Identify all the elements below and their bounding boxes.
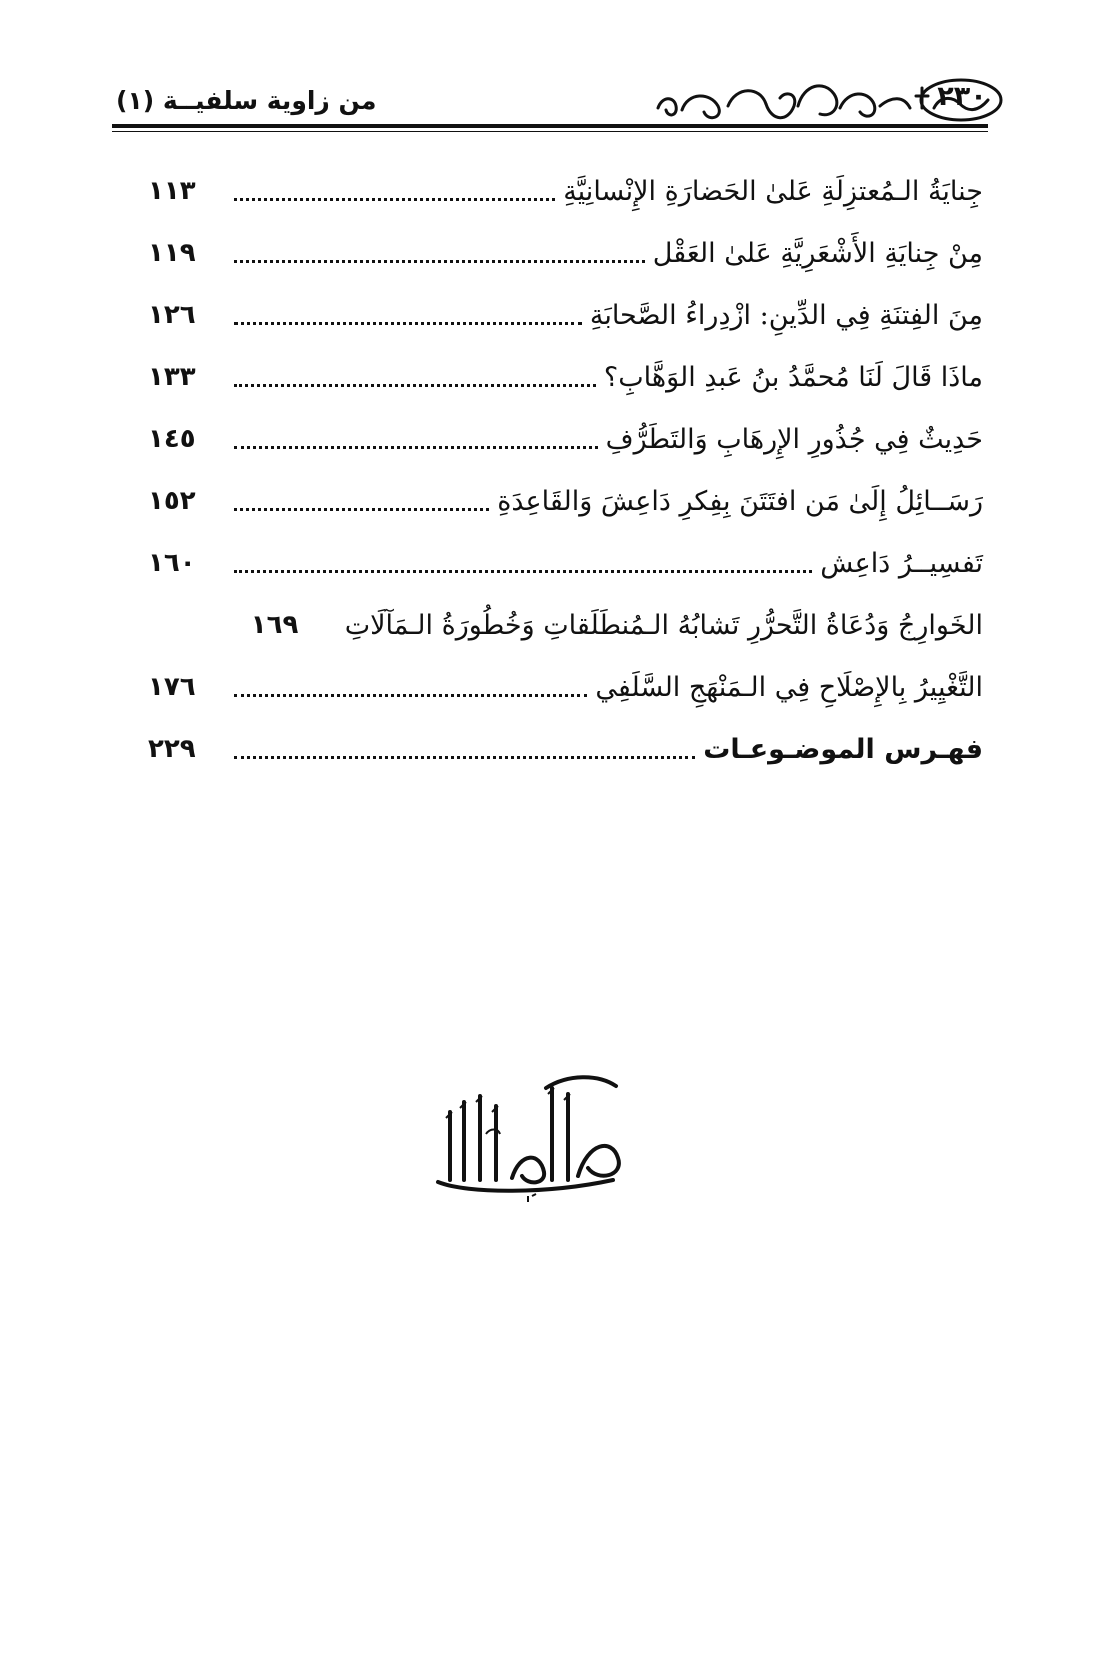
toc-leader-dots	[234, 260, 645, 263]
toc-entry[interactable]	[148, 408, 983, 470]
toc-entry[interactable]	[148, 284, 983, 346]
toc-entry-page: ١٦٠	[148, 548, 196, 578]
toc-entry-title: مِنْ جِنايَةِ الأَشْعَرِيَّةِ عَلىٰ العَقْل	[652, 237, 983, 269]
toc-entry-page: ١٣٣	[148, 362, 196, 392]
toc-entry-index[interactable]	[148, 718, 983, 780]
toc-leader-dots	[234, 198, 555, 201]
toc-entry-title: رَسَــائِلُ إِلَىٰ مَن افتَتَنَ بِفِكرِ دَاعِشَ وَالقَاعِدَةِ	[497, 485, 983, 517]
toc-entry-page: ١٤٥	[148, 424, 196, 454]
toc-entry-page: ١١٣	[148, 176, 196, 206]
toc-entry[interactable]	[148, 160, 983, 222]
toc-entry-title: تَفسِيــرُ دَاعِش	[820, 547, 983, 579]
toc-entry-page: ٢٢٩	[148, 734, 196, 764]
running-title: من زاوية سلفيــة (١)	[116, 86, 377, 115]
toc-entry-page: ١١٩	[148, 238, 196, 268]
toc-leader-dots	[234, 322, 582, 325]
toc-leader-dots	[234, 756, 695, 759]
toc-entry[interactable]	[148, 222, 983, 284]
toc-entry-title: التَّغْيِيرُ بِالإِصْلَاحِ فِي الـمَنْهَجِ السَّلَفِي	[595, 671, 983, 703]
toc-leader-dots	[234, 384, 596, 387]
toc-leader-dots	[234, 694, 587, 697]
toc-entry-page: ١٢٦	[148, 300, 196, 330]
table-of-contents	[148, 160, 983, 780]
closing-calligraphy	[428, 1072, 628, 1202]
page-number: ٢٣٠	[937, 81, 987, 112]
header-rule-thick	[112, 124, 988, 128]
toc-entry[interactable]	[148, 594, 983, 656]
header-rule-thin	[112, 131, 988, 132]
toc-entry-title: حَدِيثٌ فِي جُذُورِ الإِرهَابِ وَالتَطَرُّفِ	[605, 423, 983, 455]
toc-entry-title: مِنَ الفِتنَةِ فِي الدِّينِ: ازْدِراءُ الصَّحابَةِ	[589, 299, 983, 331]
toc-entry-page: ١٥٢	[148, 486, 196, 516]
toc-entry[interactable]	[148, 470, 983, 532]
toc-entry[interactable]	[148, 532, 983, 594]
toc-entry-title: ماذَا قَالَ لَنَا مُحمَّدُ بنُ عَبدِ الوَهَّابِ؟	[603, 361, 983, 393]
toc-leader-dots	[234, 570, 812, 573]
toc-entry-page: ١٦٩	[250, 610, 299, 640]
toc-leader-dots	[234, 446, 598, 449]
toc-entry[interactable]	[148, 656, 983, 718]
toc-entry-title: الخَوارِجُ وَدُعَاةُ التَّحرُّرِ تَشابُهُ الـمُنطَلَقاتِ وَخُطُورَةُ الـمَآلَاتِ	[344, 609, 983, 641]
page-header	[108, 66, 998, 138]
toc-entry-page: ١٧٦	[148, 672, 196, 702]
toc-entry-title: فهـرس الموضـوعـات	[703, 733, 983, 765]
toc-leader-dots	[234, 508, 489, 511]
toc-entry[interactable]	[148, 346, 983, 408]
toc-entry-title: جِنايَةُ الـمُعتزِلَةِ عَلىٰ الحَضارَةِ الإِنْسانِيَّةِ	[563, 175, 983, 207]
